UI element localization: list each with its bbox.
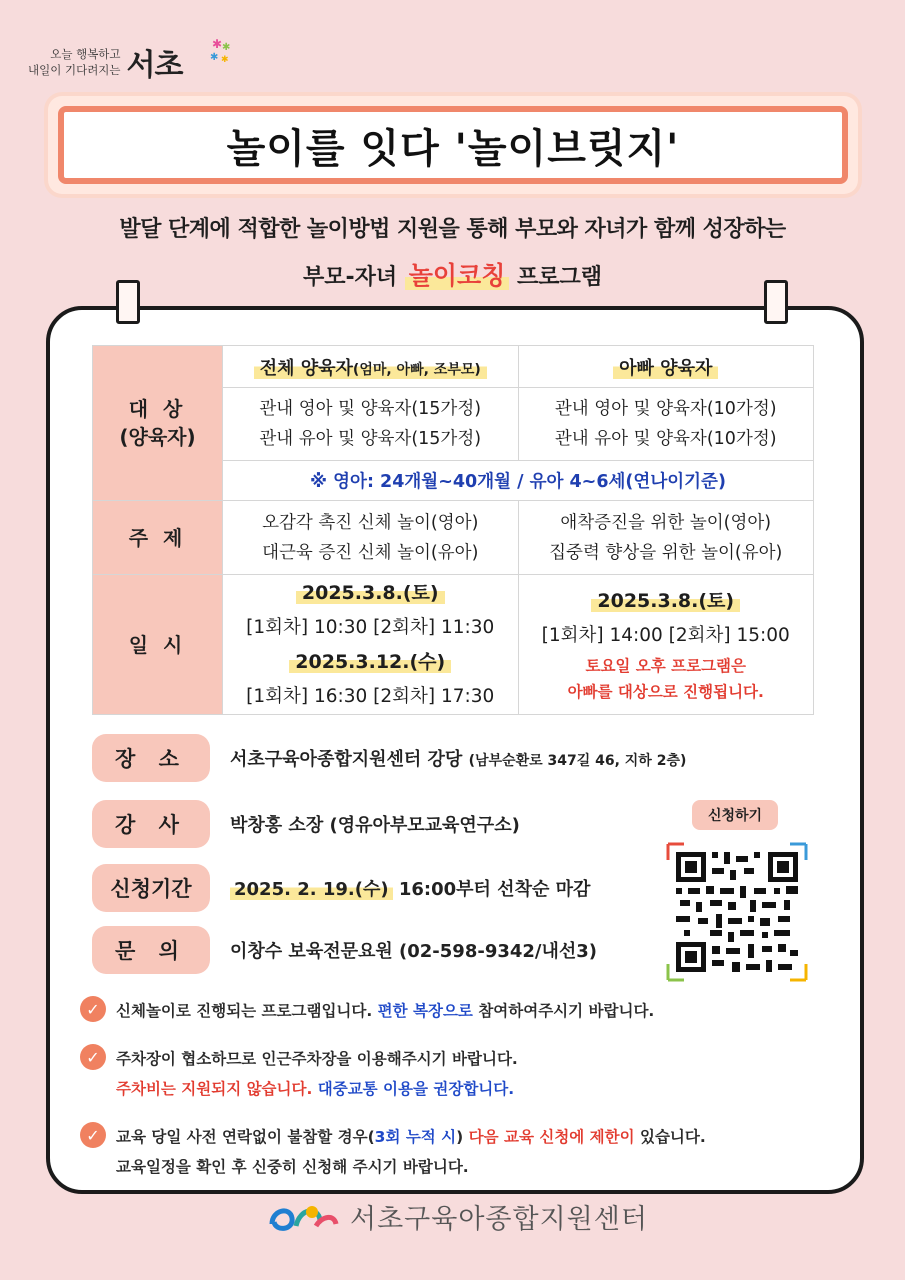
card-tab-right [764, 280, 788, 324]
place-address: (남부순환로 347길 46, 지하 2층) [468, 753, 687, 769]
svg-text:✱: ✱ [210, 52, 219, 63]
notice-3-paren: ) [456, 1128, 464, 1146]
target-label-1: 대 상 [128, 397, 187, 421]
col-dad-header [518, 346, 814, 388]
notice-3-red: 다음 교육 신청에 제한이 [468, 1128, 635, 1146]
notice-2-blue: 대중교통 이용을 권장합니다. [317, 1080, 515, 1098]
date-label: 일 시 [93, 575, 223, 715]
period-label: 신청기간 [92, 864, 210, 912]
sched-all-1: [1회차] 10:30 [2회차] 11:30 [246, 616, 495, 638]
list-item [80, 996, 840, 1026]
topic-all-2: 대근육 증진 신체 놀이(유아) [262, 542, 479, 563]
slogan-line-2: 내일이 기다려지는 [28, 63, 121, 77]
center-logo-icon [266, 1196, 340, 1236]
target-dad-2: 관내 유아 및 양육자(10가정) [554, 429, 777, 449]
contact-label: 문 의 [92, 926, 210, 974]
topic-label: 주 제 [93, 501, 223, 575]
qr-code-icon[interactable] [666, 842, 808, 982]
target-dad-1: 관내 영아 및 양육자(10가정) [554, 399, 777, 419]
notice-3-blue: 3회 누적 시 [374, 1128, 457, 1146]
notice-1-highlight: 편한 복장으로 [377, 1002, 473, 1020]
title-banner [48, 96, 858, 194]
svg-text:✱: ✱ [221, 55, 229, 65]
apply-label: 신청하기 [692, 800, 778, 830]
svg-text:✱: ✱ [222, 42, 231, 53]
age-note: ※ 영아: 24개월~40개월 / 유아 4~6세(연나이기준) [223, 461, 814, 501]
date-all-1: 2025.3.8.(토) [296, 582, 445, 604]
footer-text: 서초구육아종합지원센터 [350, 1203, 648, 1235]
col-all-title: 전체 양육자 [259, 357, 353, 379]
dad-note-2: 아빠를 대상으로 진행됩니다. [567, 683, 764, 701]
list-item [80, 1044, 840, 1104]
subtitle-prefix: 부모-자녀 [302, 265, 398, 290]
contact-row [92, 926, 597, 974]
date-dad-1: 2025.3.8.(토) [591, 590, 740, 612]
topic-all-1: 오감각 촉진 신체 놀이(영아) [262, 512, 479, 533]
target-all-2: 관내 유아 및 양육자(15가정) [259, 429, 482, 449]
subtitle-suffix: 프로그램 [517, 265, 603, 290]
topic-dad-2: 집중력 향상을 위한 놀이(유아) [549, 542, 783, 563]
subtitle-line-1: 발달 단계에 적합한 놀이방법 지원을 통해 부모와 자녀가 함께 성장하는 [119, 217, 786, 242]
period-rest: 16:00부터 선착순 마감 [398, 879, 591, 900]
col-all-header [223, 346, 519, 388]
topic-all-cell [223, 501, 519, 575]
lecturer-value: 박창홍 소장 (영유아부모교육연구소) [230, 815, 520, 836]
col-dad-title: 아빠 양육자 [613, 358, 718, 379]
check-icon: ✓ [80, 1122, 106, 1148]
dad-note-1: 토요일 오후 프로그램은 [585, 657, 747, 675]
notice-3-line-2: 교육일정을 확인 후 신중히 신청해 주시기 바랍니다. [116, 1158, 469, 1176]
place-name: 서초구육아종합지원센터 강당 [230, 749, 463, 770]
table-header-row [93, 346, 814, 388]
svg-text:✱: ✱ [212, 37, 223, 51]
notice-3-end: 있습니다. [639, 1128, 706, 1146]
footer-brand [266, 1196, 648, 1236]
notice-list [80, 996, 840, 1200]
date-dad-cell [518, 575, 814, 715]
list-item [80, 1122, 840, 1182]
card-tab-left [116, 280, 140, 324]
logo-brand: 서초 [126, 48, 183, 83]
period-date: 2025. 2. 19.(수) [230, 879, 393, 900]
col-all-note: (엄마, 아빠, 조부모) [352, 361, 481, 378]
notice-1-text-end: 참여하여주시기 바랍니다. [478, 1002, 655, 1020]
slogan-line-1: 오늘 행복하고 [50, 47, 121, 61]
sched-all-2: [1회차] 16:30 [2회차] 17:30 [246, 685, 495, 707]
logo-slogan [28, 46, 121, 78]
topic-dad-cell [518, 501, 814, 575]
sched-dad-1: [1회차] 14:00 [2회차] 15:00 [541, 625, 790, 646]
target-all-cell [223, 388, 519, 461]
seocho-logo [28, 37, 231, 84]
subtitle-highlight: 놀이코칭 [405, 261, 510, 290]
target-label [93, 346, 223, 501]
period-row [92, 864, 590, 912]
notice-2-text: 주차장이 협소하므로 인근주차장을 이용해주시기 바랍니다. [116, 1050, 518, 1068]
notice-2-red: 주차비는 지원되지 않습니다. [116, 1080, 313, 1098]
page-title: 놀이를 잇다 '놀이브릿지' [226, 125, 680, 172]
place-label: 장 소 [92, 734, 210, 782]
lecturer-row [92, 800, 520, 848]
contact-value: 이창수 보육전문요원 (02-598-9342/내선3) [230, 941, 598, 962]
check-icon: ✓ [80, 996, 106, 1022]
lecturer-label: 강 사 [92, 800, 210, 848]
target-label-2: (양육자) [119, 425, 196, 449]
date-all-2: 2025.3.12.(수) [289, 651, 451, 673]
target-dad-cell [518, 388, 814, 461]
check-icon: ✓ [80, 1044, 106, 1070]
date-all-cell [223, 575, 519, 715]
program-table [92, 345, 814, 715]
target-all-1: 관내 영아 및 양육자(15가정) [259, 399, 482, 419]
table-row [93, 501, 814, 575]
notice-1-text: 신체놀이로 진행되는 프로그램입니다. [116, 1002, 373, 1020]
place-row [92, 734, 686, 782]
table-row [93, 575, 814, 715]
period-value [230, 875, 590, 901]
topic-dad-1: 애착증진을 위한 놀이(영아) [560, 512, 772, 533]
notice-3-text: 교육 당일 사전 연락없이 불참할 경우( [116, 1128, 375, 1146]
title-box [58, 106, 848, 184]
star-icon [206, 36, 236, 66]
place-value [230, 745, 686, 771]
